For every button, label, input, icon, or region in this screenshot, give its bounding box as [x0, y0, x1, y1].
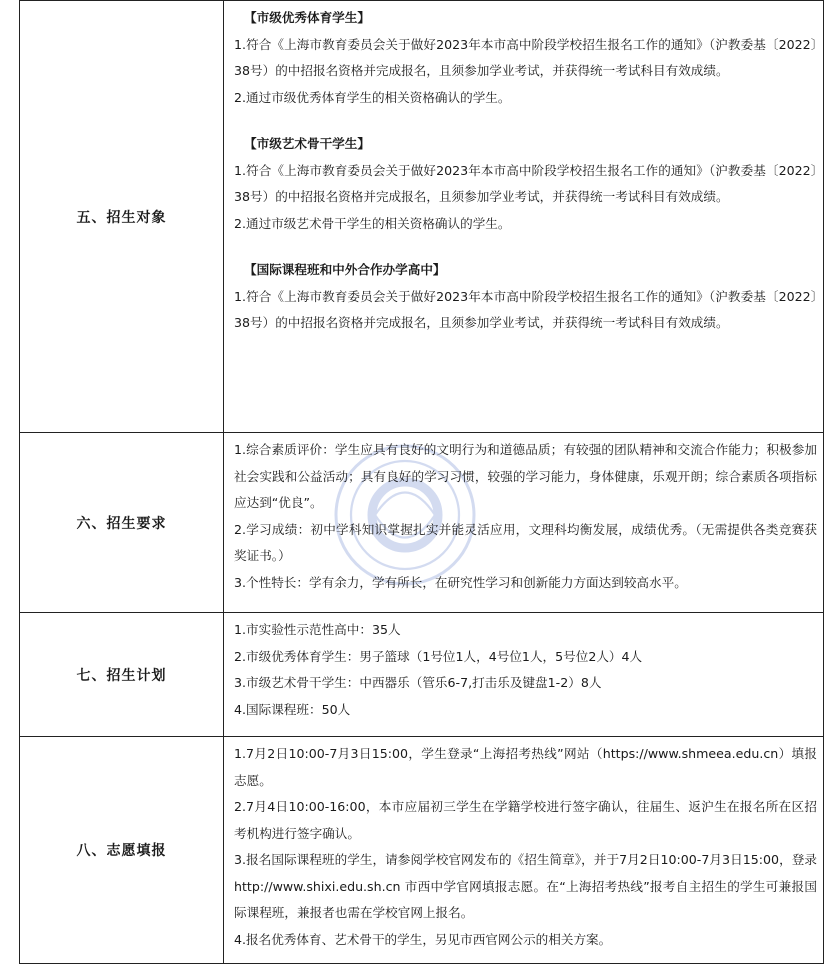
paragraph: 1.综合素质评价：学生应具有良好的文明行为和道德品质；有较强的团队精神和交流合作能力；积极参加社会实践和公益活动；具有良好的学习习惯，较强的学习能力，身体健康，乐观开朗；综合素质各项指标应达到“优良”。 — [234, 442, 817, 510]
admission-info-table — [19, 0, 824, 964]
section-content — [224, 1, 824, 433]
paragraph: 1.符合《上海市教育委员会关于做好2023年本市高中阶段学校招生报名工作的通知》（沪教委基〔2022〕38号）的中招报名资格并完成报名，且须参加学业考试，并获得统一考试科目有效成绩。 — [234, 36, 817, 78]
section-row-enrollment-plan — [20, 613, 824, 737]
paragraph: 4.报名优秀体育、艺术骨干的学生，另见市西官网公示的相关方案。 — [234, 931, 612, 947]
paragraph: 2.7月4日10:00-16:00，本市应届初三学生在学籍学校进行签字确认，往届生、返沪生在报名所在区招考机构进行签字确认。 — [234, 799, 817, 841]
paragraph: 1.市实验性示范性高中：35人 — [234, 622, 401, 637]
paragraph: 3.市级艺术骨干学生：中西器乐（管乐6-7,打击乐及键盘1-2）8人 — [234, 675, 602, 690]
section-label: 六、招生要求 — [20, 433, 224, 613]
section-label: 八、志愿填报 — [20, 737, 224, 964]
section-row-enrollment-targets — [20, 1, 824, 433]
section-content — [224, 613, 824, 737]
section-row-application — [20, 737, 824, 964]
paragraph: 2.通过市级艺术骨干学生的相关资格确认的学生。 — [234, 215, 511, 231]
section-label: 七、招生计划 — [20, 613, 224, 737]
section-content — [224, 737, 824, 964]
paragraph: 4.国际课程班：50人 — [234, 701, 351, 717]
paragraph: 2.市级优秀体育学生：男子篮球（1号位1人，4号位1人，5号位2人）4人 — [234, 648, 643, 664]
section-row-requirements — [20, 433, 824, 613]
paragraph: 3.报名国际课程班的学生，请参阅学校官网发布的《招生简章》，并于7月2日10:00-7月3日15:00，登录http://www.shixi.edu.sh.cn 市西中学官网填报志愿。在“上海招考热线”报考自主招生的学生可兼报国际课程班，兼报者也需在学校官网上报名。 — [234, 852, 817, 920]
paragraph: 2.通过市级优秀体育学生的相关资格确认的学生。 — [234, 89, 511, 105]
group-heading: 【国际课程班和中外合作办学高中】 — [244, 262, 446, 277]
paragraph: 1.符合《上海市教育委员会关于做好2023年本市高中阶段学校招生报名工作的通知》（沪教委基〔2022〕38号）的中招报名资格并完成报名，且须参加学业考试，并获得统一考试科目有效成绩。 — [234, 162, 817, 204]
group-heading: 【市级优秀体育学生】 — [244, 10, 370, 25]
paragraph: 2.学习成绩：初中学科知识掌握扎实并能灵活应用，文理科均衡发展，成绩优秀。（无需提供各类竞赛获奖证书。） — [234, 521, 817, 563]
group-heading: 【市级艺术骨干学生】 — [244, 136, 370, 151]
paragraph: 3.个性特长：学有余力，学有所长，在研究性学习和创新能力方面达到较高水平。 — [234, 574, 687, 590]
section-content — [224, 433, 824, 613]
section-label: 五、招生对象 — [20, 1, 224, 433]
paragraph: 1.符合《上海市教育委员会关于做好2023年本市高中阶段学校招生报名工作的通知》（沪教委基〔2022〕38号）的中招报名资格并完成报名，且须参加学业考试，并获得统一考试科目有效成绩。 — [234, 288, 817, 330]
paragraph: 1.7月2日10:00-7月3日15:00，学生登录“上海招考热线”网站（https://www.shmeea.edu.cn）填报志愿。 — [234, 746, 817, 788]
